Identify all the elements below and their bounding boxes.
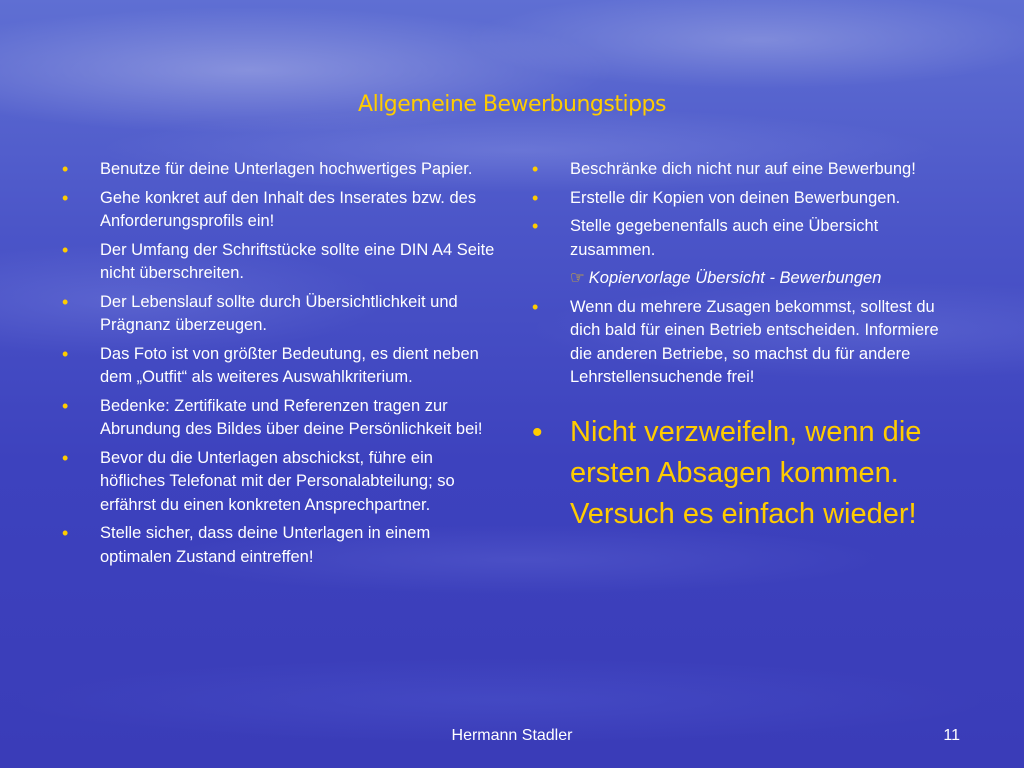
bullet-icon: • bbox=[62, 447, 69, 468]
list-item-text: Bedenke: Zertifikate und Referenzen tragen zur Abrundung des Bildes über deine Persönlichkeit bei! bbox=[100, 396, 483, 438]
list-item-text: Erstelle dir Kopien von deinen Bewerbungen. bbox=[570, 188, 901, 207]
list-item bbox=[60, 522, 500, 569]
bullet-icon: • bbox=[62, 291, 69, 312]
pointing-hand-icon: ☞ bbox=[570, 269, 585, 287]
bullet-icon: • bbox=[62, 343, 69, 364]
bullet-icon: • bbox=[532, 296, 539, 317]
list-item bbox=[60, 187, 500, 234]
slide-title: Allgemeine Bewerbungstipps bbox=[358, 92, 666, 117]
list-item-text: Wenn du mehrere Zusagen bekommst, solltest du dich bald für einen Betrieb entscheiden. Informiere die anderen Betriebe, so machst du für andere Lehrstellensuchende frei! bbox=[570, 297, 939, 386]
bullet-icon: • bbox=[532, 159, 539, 179]
list-item-text: Der Lebenslauf sollte durch Übersichtlichkeit und Prägnanz überzeugen. bbox=[100, 292, 458, 334]
highlight-item-text: Nicht verzweifeln, wenn die ersten Absagen kommen. Versuch es einfach wieder! bbox=[570, 415, 922, 530]
page-number: 11 bbox=[943, 727, 960, 744]
bullet-icon: • bbox=[62, 523, 69, 543]
list-item-text: Gehe konkret auf den Inhalt des Inserates bzw. des Anforderungsprofils ein! bbox=[100, 188, 477, 230]
highlight-item bbox=[530, 412, 950, 535]
list-item-text: Beschränke dich nicht nur auf eine Bewerbung! bbox=[570, 160, 916, 178]
bullet-icon: • bbox=[62, 159, 69, 179]
bullet-icon: • bbox=[532, 187, 539, 208]
copy-template-link-text[interactable]: Kopiervorlage Übersicht - Bewerbungen bbox=[588, 269, 882, 287]
list-item-text: Bevor du die Unterlagen abschickst, führe ein höfliches Telefonat mit der Personalabteilung; so erfährst du einen konkreten Ansprechpartner. bbox=[100, 448, 455, 514]
list-item bbox=[60, 158, 500, 182]
list-item-text: Das Foto ist von größter Bedeutung, es dient neben dem „Outfit“ als weiteres Auswahlkriterium. bbox=[100, 344, 479, 386]
list-item-text: Stelle gegebenenfalls auch eine Übersicht zusammen. bbox=[570, 217, 879, 259]
list-item bbox=[60, 395, 500, 442]
list-item-text: Der Umfang der Schriftstücke sollte eine DIN A4 Seite nicht überschreiten. bbox=[100, 240, 495, 282]
right-bullet-list bbox=[530, 158, 950, 535]
list-item-text: Stelle sicher, dass deine Unterlagen in einem optimalen Zustand eintreffen! bbox=[100, 524, 431, 566]
left-bullet-list bbox=[60, 158, 500, 574]
list-item bbox=[530, 187, 950, 211]
bullet-icon: • bbox=[62, 187, 69, 208]
list-item bbox=[60, 291, 500, 338]
footer-author: Hermann Stadler bbox=[451, 727, 573, 744]
bullet-icon: • bbox=[532, 415, 543, 449]
list-item bbox=[60, 239, 500, 286]
list-item-text: Benutze für deine Unterlagen hochwertiges Papier. bbox=[100, 160, 473, 178]
list-item bbox=[530, 158, 950, 182]
list-item bbox=[60, 343, 500, 390]
bullet-icon: • bbox=[62, 395, 69, 416]
bullet-icon: • bbox=[62, 239, 69, 260]
list-item bbox=[60, 447, 500, 518]
list-item bbox=[530, 296, 950, 390]
list-item bbox=[530, 215, 950, 262]
copy-template-link[interactable] bbox=[530, 267, 950, 291]
bullet-icon: • bbox=[532, 216, 539, 236]
